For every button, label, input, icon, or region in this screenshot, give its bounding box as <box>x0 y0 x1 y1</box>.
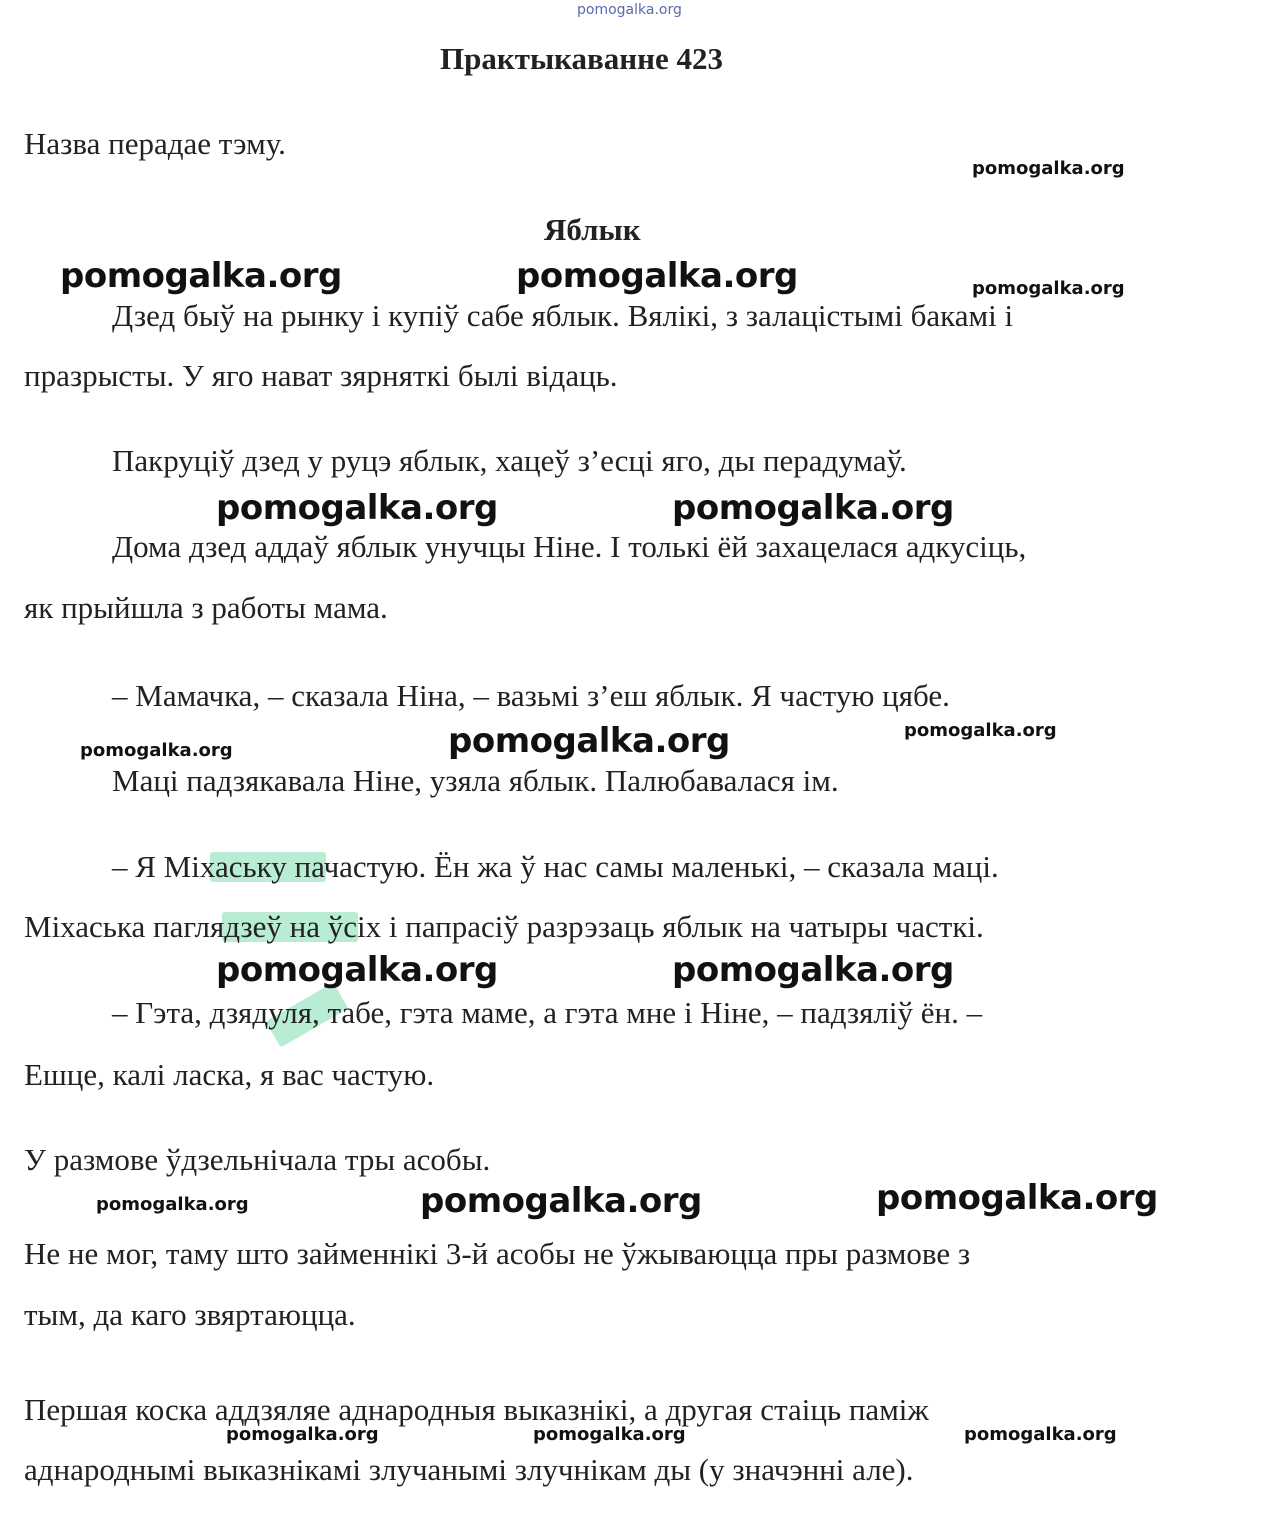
watermark: pomogalka.org <box>216 950 498 990</box>
story-line: Маці падзякавала Ніне, узяла яблык. Палюбавалася ім. <box>112 763 839 798</box>
watermark: pomogalka.org <box>60 256 342 296</box>
answer-line: Першая коска аддзяляе аднародныя выказнікі, а другая стаіць паміж <box>24 1392 929 1427</box>
story-line: Ешце, калі ласка, я вас частую. <box>24 1057 435 1092</box>
watermark: pomogalka.org <box>516 256 798 296</box>
answer-line: Не не мог, таму што займеннікі 3-й асобы не ўжываюцца пры размове з <box>24 1236 971 1271</box>
watermark: pomogalka.org <box>420 1181 702 1221</box>
watermark: pomogalka.org <box>972 158 1125 179</box>
watermark: pomogalka.org <box>96 1194 249 1215</box>
answer-line: У размове ўдзельнічала тры асобы. <box>24 1142 491 1177</box>
story-title: Яблык <box>544 212 641 247</box>
story-line: Пакруціў дзед у руцэ яблык, хацеў з’есці яго, ды перадумаў. <box>112 443 907 478</box>
story-line: Міхаська паглядзеў на ўсіх і папрасіў разрэзаць яблык на чатыры часткі. <box>24 909 984 944</box>
watermark-top: pomogalka.org <box>577 2 682 18</box>
watermark: pomogalka.org <box>672 950 954 990</box>
watermark: pomogalka.org <box>904 720 1057 741</box>
watermark: pomogalka.org <box>672 488 954 528</box>
answer-line: аднароднымі выказнікамі злучанымі злучнікам ды (у значэнні але). <box>24 1452 914 1487</box>
intro-text: Назва перадае тэму. <box>24 126 286 161</box>
answer-line: тым, да каго звяртаюцца. <box>24 1297 356 1332</box>
page-title: Практыкаванне 423 <box>440 41 724 76</box>
story-line: – Мамачка, – сказала Ніна, – вазьмі з’еш яблык. Я частую цябе. <box>112 678 950 713</box>
story-line: – Гэта, дзядуля, табе, гэта маме, а гэта мне і Ніне, – падзяліў ён. – <box>112 995 983 1030</box>
watermark: pomogalka.org <box>964 1424 1117 1445</box>
story-line: Дома дзед аддаў яблык унучцы Ніне. І толькі ёй захацелася адкусіць, <box>112 529 1027 564</box>
watermark: pomogalka.org <box>876 1178 1158 1218</box>
watermark: pomogalka.org <box>533 1424 686 1445</box>
story-line: – Я Міхаську пачастую. Ён жа ў нас самы маленькі, – сказала маці. <box>112 849 999 884</box>
watermark: pomogalka.org <box>80 740 233 761</box>
watermark: pomogalka.org <box>226 1424 379 1445</box>
story-line: празрысты. У яго нават зярняткі былі відаць. <box>24 358 618 393</box>
watermark: pomogalka.org <box>216 488 498 528</box>
watermark: pomogalka.org <box>972 278 1125 299</box>
story-line: як прыйшла з работы мама. <box>24 590 388 625</box>
story-line: Дзед быў на рынку і купіў сабе яблык. Вялікі, з залацістымі бакамі і <box>112 298 1014 333</box>
watermark: pomogalka.org <box>448 721 730 761</box>
